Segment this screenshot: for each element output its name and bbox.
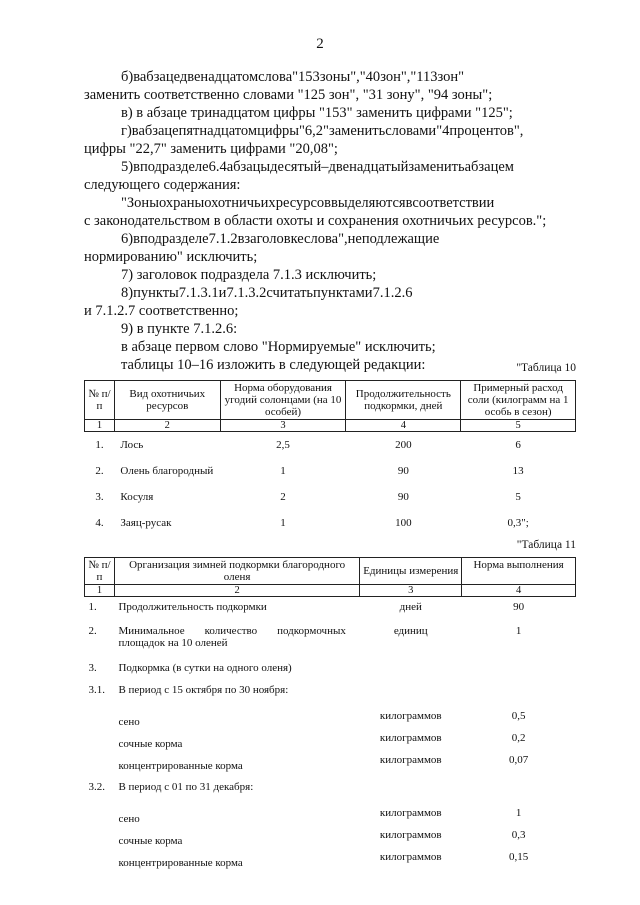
table10-header-cell: Норма оборудования угодий солонцами (на 10 особей)	[220, 381, 346, 420]
table-cell	[85, 752, 115, 777]
word: слова	[258, 69, 293, 85]
word: абзацем	[464, 159, 514, 175]
table-cell: сено	[118, 812, 140, 825]
table-cell: 3.	[88, 661, 97, 674]
table-row	[85, 708, 576, 730]
table-cell: 0,07	[508, 753, 529, 766]
table-cell: Олень благородный	[120, 465, 214, 477]
table11-header-cell: № п/п	[85, 558, 115, 585]
word: "153	[292, 69, 320, 85]
table-row	[85, 510, 576, 536]
table-cell: концентрированные корма	[118, 759, 243, 772]
word: "Зоны	[121, 195, 159, 211]
line-1	[84, 68, 574, 86]
line-2: заменить соответственно словами "125 зон", "31 зону", "94 зоны";	[84, 87, 493, 103]
table-cell	[462, 777, 576, 805]
table-cell: килограммов	[379, 709, 442, 722]
table-cell: 1	[280, 465, 286, 477]
word: б)	[121, 69, 134, 85]
word: "6,2"	[299, 123, 329, 139]
table-cell: Заяц-русак	[120, 517, 172, 529]
table-cell: 1.	[88, 601, 97, 613]
line-8	[84, 194, 574, 212]
table-cell	[360, 777, 462, 805]
table-cell: 2.	[88, 624, 97, 637]
table11-index-row	[85, 585, 576, 597]
table-row	[85, 597, 576, 621]
word: считать	[266, 285, 314, 301]
table-row	[85, 458, 576, 484]
table10-index-cell: 5	[461, 420, 576, 432]
table-cell	[462, 658, 576, 680]
table11-header-cell: Организация зимней подкормки благородного оленя	[114, 558, 359, 585]
table-cell: 4.	[95, 517, 104, 529]
word: 7.1.2.6	[372, 285, 413, 301]
word: зон"	[437, 69, 465, 85]
table-cell: 2.	[95, 465, 104, 477]
table-cell: 100	[395, 517, 412, 529]
table-cell: 90	[397, 491, 409, 503]
table-cell: 1	[515, 806, 522, 819]
word: пункты	[133, 285, 179, 301]
table-cell: В период с 01 по 31 декабря:	[118, 780, 254, 793]
table-row	[85, 432, 576, 459]
amendment-text	[84, 68, 574, 374]
table-cell: 0,15	[508, 850, 529, 863]
table-cell: килограммов	[379, 828, 442, 841]
word: и	[218, 285, 227, 301]
table11-index-cell: 1	[85, 585, 115, 597]
table-cell: 3.1.	[88, 683, 105, 696]
table-row	[85, 621, 576, 658]
word: 5)	[121, 159, 134, 175]
word: охотничьих	[204, 195, 276, 211]
table-row	[85, 680, 576, 708]
line-16: в абзаце первом слово "Нормируемые" исключить;	[121, 339, 436, 355]
table-row	[85, 805, 576, 827]
table-cell	[85, 827, 115, 849]
table-cell	[462, 680, 576, 708]
word: заголовке	[244, 231, 305, 247]
table-row	[85, 777, 576, 805]
table-11	[84, 557, 576, 871]
table-row	[85, 658, 576, 680]
word: словами	[385, 123, 437, 139]
table-cell	[85, 805, 115, 827]
table11-index-cell: 4	[462, 585, 576, 597]
word: процентов",	[449, 123, 524, 139]
word: ",	[338, 231, 348, 247]
word: зоны",	[319, 69, 360, 85]
table-cell: 0,5	[511, 709, 526, 722]
table-cell: 5	[515, 491, 521, 503]
table-row	[85, 484, 576, 510]
word: "113	[410, 69, 438, 85]
word: абзацы	[226, 159, 271, 175]
table-cell: 200	[395, 439, 412, 451]
table-cell: дней	[399, 601, 422, 613]
table10-index-row	[85, 420, 576, 432]
table10-header-cell: № п/п	[85, 381, 115, 420]
word: 7.1.3.2	[226, 285, 267, 301]
word: ресурсов	[275, 195, 332, 211]
table10-index-cell: 1	[85, 420, 115, 432]
line-3: в) в абзаце тринадцатом цифры "153" заменить цифрами "125";	[121, 105, 513, 121]
word: подразделе	[139, 159, 209, 175]
table-cell: 2,5	[276, 439, 290, 451]
word: соответствии	[412, 195, 495, 211]
table-row	[85, 827, 576, 849]
table-cell: Подкормка (в сутки на одного оленя)	[118, 661, 292, 674]
table-cell: килограммов	[379, 731, 442, 744]
table-cell	[360, 680, 462, 708]
word: "40	[359, 69, 381, 85]
table11-index-cell: 3	[360, 585, 462, 597]
word: заменить	[408, 159, 465, 175]
word: абзаце	[139, 69, 180, 85]
line-11: нормированию" исключить;	[84, 249, 258, 265]
table10-index-cell: 3	[220, 420, 346, 432]
word: в	[131, 123, 139, 139]
table-cell: 1	[280, 517, 286, 529]
table-cell: Косуля	[120, 491, 154, 503]
table-cell: 2	[280, 491, 286, 503]
word: слова	[304, 231, 339, 247]
line-4	[84, 122, 574, 140]
word: в	[133, 231, 140, 247]
table-cell: 1	[515, 624, 522, 637]
word: 6)	[121, 231, 134, 247]
word: выделяются	[331, 195, 406, 211]
word: подлежащие	[361, 231, 440, 247]
table-cell	[360, 658, 462, 680]
table-cell: Продолжительность подкормки	[118, 601, 267, 613]
table-cell: 0,3";	[507, 517, 529, 529]
line-9: с законодательством в области охоты и сохранения охотничьих ресурсов.";	[84, 213, 547, 229]
line-6	[84, 158, 574, 176]
line-7: следующего содержания:	[84, 177, 241, 193]
table-cell: сочные корма	[118, 737, 183, 750]
word: десятый–двенадцатый	[270, 159, 409, 175]
table-row	[85, 849, 576, 871]
word: двенадцатом	[179, 69, 259, 85]
word: в	[133, 69, 140, 85]
table-cell	[85, 708, 115, 730]
word: в	[237, 231, 245, 247]
table11-header-row	[85, 558, 576, 585]
table-cell: В период с 15 октября по 30 ноября:	[118, 683, 289, 696]
word: зон",	[380, 69, 411, 85]
table-cell: 3.2.	[88, 780, 105, 793]
word: 7.1.2	[208, 231, 238, 247]
table10-header-row	[85, 381, 576, 420]
table11-header-cell: Норма выполнения	[462, 558, 576, 585]
word: 7.1.3.1	[178, 285, 219, 301]
line-13	[84, 284, 574, 302]
table-cell	[85, 730, 115, 752]
word: абзаце	[138, 123, 179, 139]
word: пятнадцатом	[178, 123, 258, 139]
word: в	[133, 159, 140, 175]
table-cell: 13	[512, 465, 524, 477]
table-cell: килограммов	[379, 753, 442, 766]
table-cell: 90	[513, 601, 525, 613]
table-cell: 1.	[95, 439, 104, 451]
word: 6.4	[208, 159, 227, 175]
word: цифры	[257, 123, 300, 139]
table10-index-cell: 4	[346, 420, 461, 432]
line-12: 7) заголовок подраздела 7.1.3 исключить;	[121, 267, 377, 283]
table10-header-cell: Продолжительность подкормки, дней	[346, 381, 461, 420]
line-14: и 7.1.2.7 соответственно;	[84, 303, 239, 319]
word: г)	[121, 123, 132, 139]
page-number: 2	[316, 36, 324, 52]
line-17: таблицы 10–16 изложить в следующей редакции:	[121, 357, 426, 373]
table-cell: сено	[118, 715, 140, 728]
line-10	[84, 230, 574, 248]
table11-index-cell: 2	[114, 585, 359, 597]
table11-caption: "Таблица 11	[516, 539, 576, 551]
table-row	[85, 752, 576, 777]
word: заменить	[328, 123, 386, 139]
table-10	[84, 380, 576, 536]
table-cell: 90	[397, 465, 409, 477]
table10-index-cell: 2	[114, 420, 220, 432]
table-cell: сочные корма	[118, 834, 183, 847]
table-row	[85, 730, 576, 752]
line-5: цифры "22,7" заменить цифрами "20,08";	[84, 141, 338, 157]
table-cell: килограммов	[379, 806, 442, 819]
table-cell: Минимальное количество подкормочных площадок на 10 оленей	[118, 624, 346, 649]
table-cell: единиц	[393, 624, 428, 637]
table-cell: 0,3	[511, 828, 526, 841]
word: охраны	[158, 195, 205, 211]
word: "4	[436, 123, 450, 139]
table-cell	[85, 849, 115, 871]
table-cell: Лось	[120, 439, 144, 451]
table10-header-cell: Примерный расход соли (килограмм на 1 особь в сезон)	[461, 381, 576, 420]
word: подразделе	[139, 231, 209, 247]
table-cell: 6	[515, 439, 521, 451]
word: пунктами	[313, 285, 373, 301]
table10-caption: "Таблица 10	[516, 362, 576, 374]
table-cell: концентрированные корма	[118, 856, 243, 869]
table-cell: 0,2	[511, 731, 526, 744]
word: не	[347, 231, 362, 247]
line-15: 9) в пункте 7.1.2.6:	[121, 321, 238, 337]
table11-header-cell: Единицы измерения	[360, 558, 462, 585]
table-cell: килограммов	[379, 850, 442, 863]
word: 8)	[121, 285, 134, 301]
table-cell: 3.	[95, 491, 104, 503]
table10-header-cell: Вид охотничьих ресурсов	[114, 381, 220, 420]
word: в	[405, 195, 413, 211]
